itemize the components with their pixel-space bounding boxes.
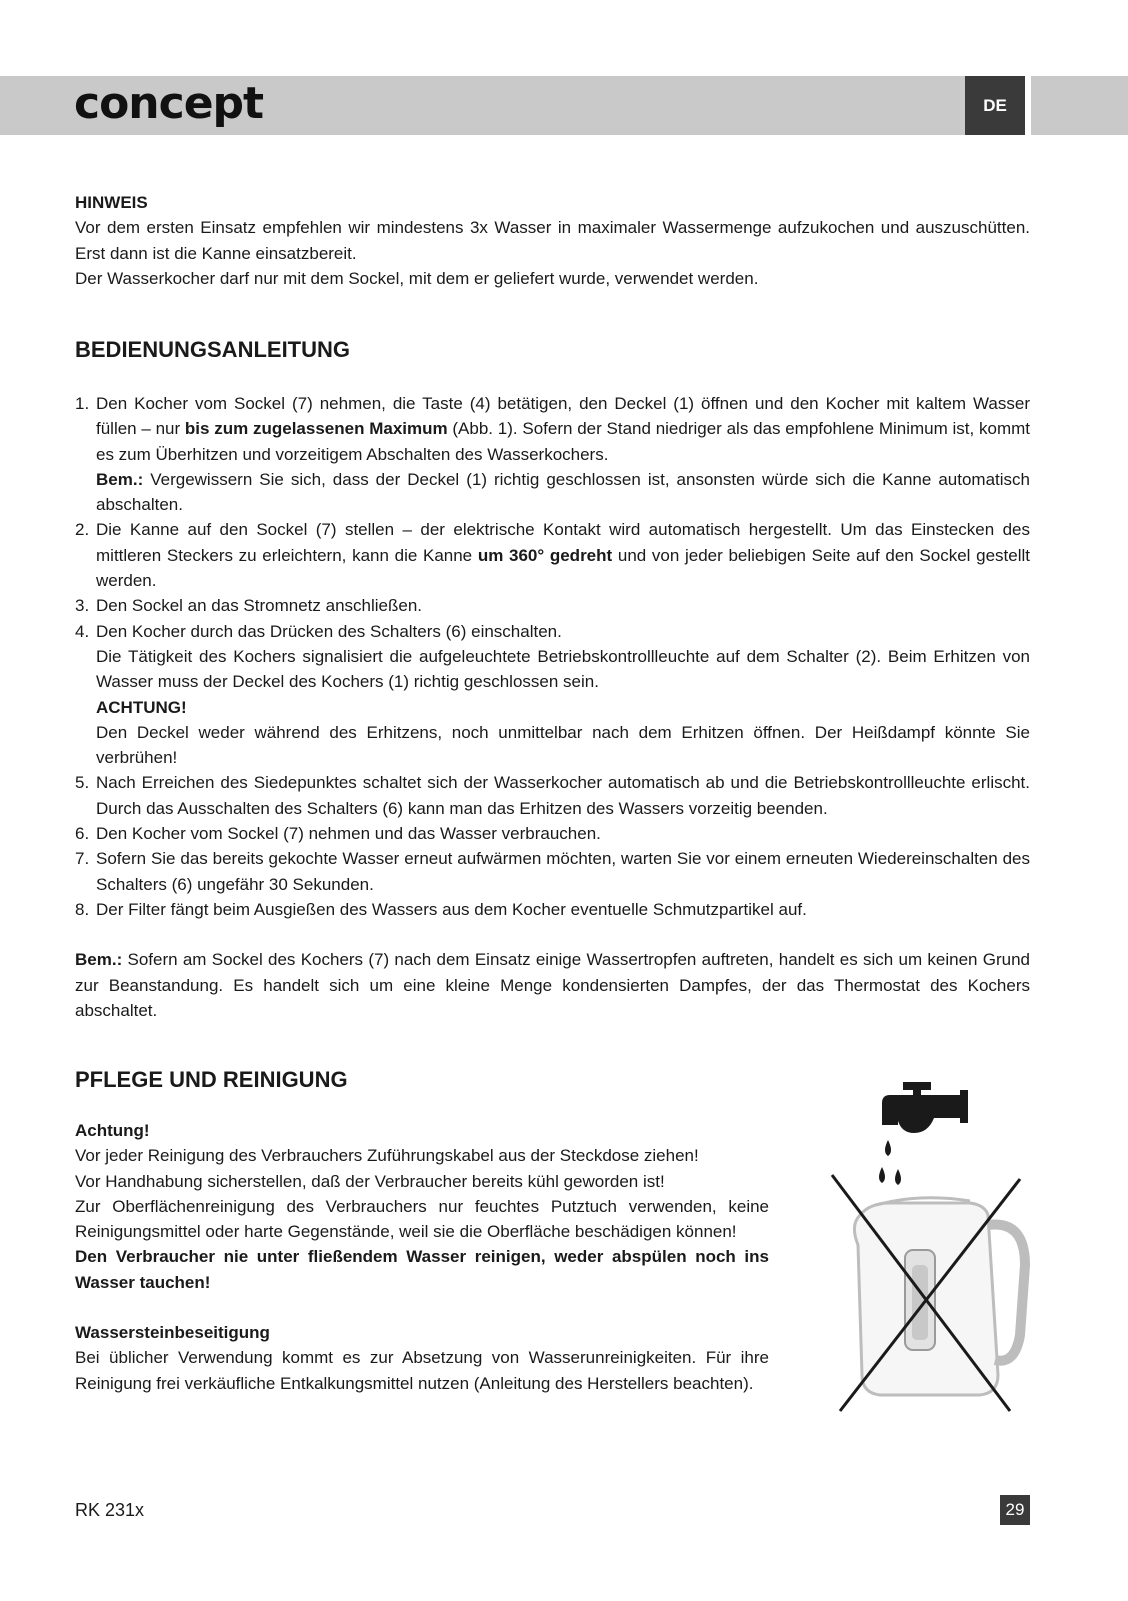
list-number: 8. bbox=[75, 899, 90, 919]
list-item bbox=[75, 517, 1030, 593]
list-number: 1. bbox=[75, 394, 90, 413]
list-item bbox=[75, 593, 1030, 618]
model-number: RK 231x bbox=[75, 1500, 145, 1520]
pflege-line: Vor Handhabung sicherstellen, daß der Verbraucher bereits kühl geworden ist! bbox=[75, 1171, 665, 1191]
water-drops-icon bbox=[879, 1140, 901, 1185]
pflege-title: PFLEGE UND REINIGUNG bbox=[75, 1067, 348, 1092]
list-item bbox=[75, 846, 1030, 897]
item-text: Den Sockel an das Stromnetz anschließen. bbox=[96, 596, 423, 616]
pflege-achtung: Achtung! bbox=[75, 1121, 150, 1140]
list-item-note bbox=[75, 467, 1030, 518]
item-text: (Abb. 1). Sofern der Stand niedriger als das empfohlene Minimum ist, kommt es zum Überhitzen und vorzeitigem Abschalten des Wasserkochers. bbox=[96, 419, 1030, 464]
item-text: Den Kocher durch das Drücken des Schalters (6) einschalten. bbox=[96, 621, 562, 641]
bedienung-title: BEDIENUNGSANLEITUNG bbox=[75, 337, 351, 362]
list-number: 4. bbox=[75, 621, 90, 641]
bedienung-section bbox=[75, 336, 1030, 1023]
list-item bbox=[75, 619, 1030, 644]
list-item bbox=[75, 897, 1030, 922]
wasserstein-text: Bei üblicher Verwendung kommt es zur Absetzung von Wasserunreinigkeiten. Für ihre Reinigung frei verkäufliche Entkalkungsmittel nutzen (Anleitung des Herstellers beachten). bbox=[75, 1348, 769, 1393]
item-sub-text: Die Tätigkeit des Kochers signalisiert die aufgeleuchtete Betriebskontrollleuchte auf dem Schalter (2). Beim Erhitzen von Wasser muss der Deckel des Kochers (1) richtig geschlossen sein. bbox=[96, 646, 1030, 692]
list-item-warning bbox=[75, 720, 1030, 771]
list-number: 7. bbox=[75, 849, 90, 869]
item-bold: um 360° gedreht bbox=[477, 545, 613, 565]
list-number: 3. bbox=[75, 596, 90, 616]
list-number: 2. bbox=[75, 520, 90, 540]
item-text: Sofern Sie das bereits gekochte Wasser erneut aufwärmen möchten, warten Sie vor einem erneuten Wiedereinschalten des Schalters (6) ungefähr 30 Sekunden. bbox=[96, 849, 1030, 894]
item-text: Den Kocher vom Sockel (7) nehmen und das Wasser verbrauchen. bbox=[96, 824, 601, 844]
item-text: und von jeder beliebigen Seite auf den Sockel gestellt werden. bbox=[96, 545, 1031, 591]
note-label: Bem.: bbox=[75, 950, 123, 970]
list-item-warning-label bbox=[75, 695, 1030, 720]
tap-icon bbox=[882, 1082, 968, 1133]
list-number: 5. bbox=[75, 773, 90, 793]
list-item-sub bbox=[75, 644, 1030, 695]
language-badge: DE bbox=[965, 76, 1025, 135]
bedienung-note bbox=[75, 947, 1030, 1023]
hinweis-text-2: Der Wasserkocher darf nur mit dem Sockel, mit dem er geliefert wurde, verwendet werden. bbox=[75, 268, 759, 288]
list-number: 6. bbox=[75, 824, 90, 844]
list-item bbox=[75, 391, 1030, 467]
item-text: Die Kanne auf den Sockel (7) stellen – der elektrische Kontakt wird automatisch hergestellt. Um das Einstecken des mittleren Steckers zu erleichtern, kann die Kanne bbox=[96, 520, 1030, 565]
page-number: 29 bbox=[1000, 1495, 1030, 1525]
pflege-bold-warning: Den Verbraucher nie unter fließendem Wasser reinigen, weder abspülen noch ins Wasser tauchen! bbox=[75, 1247, 769, 1292]
note-text: Sofern am Sockel des Kochers (7) nach dem Einsatz einige Wassertropfen auftreten, handelt es sich um keinen Grund zur Beanstandung. Es handelt sich um eine kleine Menge kondensierten Dampfes, der das Thermostat des Kochers abschaltet. bbox=[75, 950, 1030, 1020]
pflege-line: Vor jeder Reinigung des Verbrauchers Zuführungskabel aus der Steckdose ziehen! bbox=[75, 1146, 699, 1166]
note-label: Bem.: bbox=[96, 469, 144, 489]
brand-logo: concept bbox=[74, 78, 264, 129]
wasserstein-title: Wassersteinbeseitigung bbox=[75, 1323, 270, 1343]
hinweis-section bbox=[75, 190, 1030, 291]
list-item bbox=[75, 821, 1030, 846]
pflege-section bbox=[75, 1066, 769, 1396]
item-text: Der Filter fängt beim Ausgießen des Wassers aus dem Kocher eventuelle Schmutzpartikel auf. bbox=[96, 899, 807, 919]
hinweis-title: HINWEIS bbox=[75, 193, 148, 212]
note-text: Vergewissern Sie sich, dass der Deckel (1) richtig geschlossen ist, ansonsten würde sich die Kanne automatisch abschalten. bbox=[96, 469, 1030, 515]
kettle-icon bbox=[854, 1198, 1025, 1395]
warning-text: Den Deckel weder während des Erhitzens, noch unmittelbar nach dem Erhitzen öffnen. Der Heißdampf könnte Sie verbrühen! bbox=[96, 722, 1030, 768]
no-water-kettle-illustration bbox=[820, 1075, 1050, 1425]
item-bold: bis zum zugelassenen Maximum bbox=[184, 419, 448, 439]
header-bar-right bbox=[1031, 76, 1128, 135]
pflege-line: Zur Oberflächenreinigung des Verbrauchers nur feuchtes Putztuch verwenden, keine Reinigungsmittel oder harte Gegenstände, weil sie die Oberfläche beschädigen können! bbox=[75, 1196, 769, 1242]
item-text: Nach Erreichen des Siedepunktes schaltet sich der Wasserkocher automatisch ab und die Betriebskontrollleuchte erlischt. Durch das Ausschalten des Schalters (6) kann man das Erhitzen des Wassers vorzeitig beenden. bbox=[96, 773, 1030, 818]
item-text: Den Kocher vom Sockel (7) nehmen, die Taste (4) betätigen, den Deckel (1) öffnen und den Kocher mit kaltem Wasser füllen – nur bbox=[96, 394, 1030, 439]
instruction-list bbox=[75, 391, 1030, 922]
hinweis-text-1: Vor dem ersten Einsatz empfehlen wir mindestens 3x Wasser in maximaler Wassermenge aufzukochen und auszuschütten. Erst dann ist die Kanne einsatzbereit. bbox=[75, 218, 1030, 263]
warning-label: ACHTUNG! bbox=[96, 697, 187, 717]
list-item bbox=[75, 770, 1030, 821]
